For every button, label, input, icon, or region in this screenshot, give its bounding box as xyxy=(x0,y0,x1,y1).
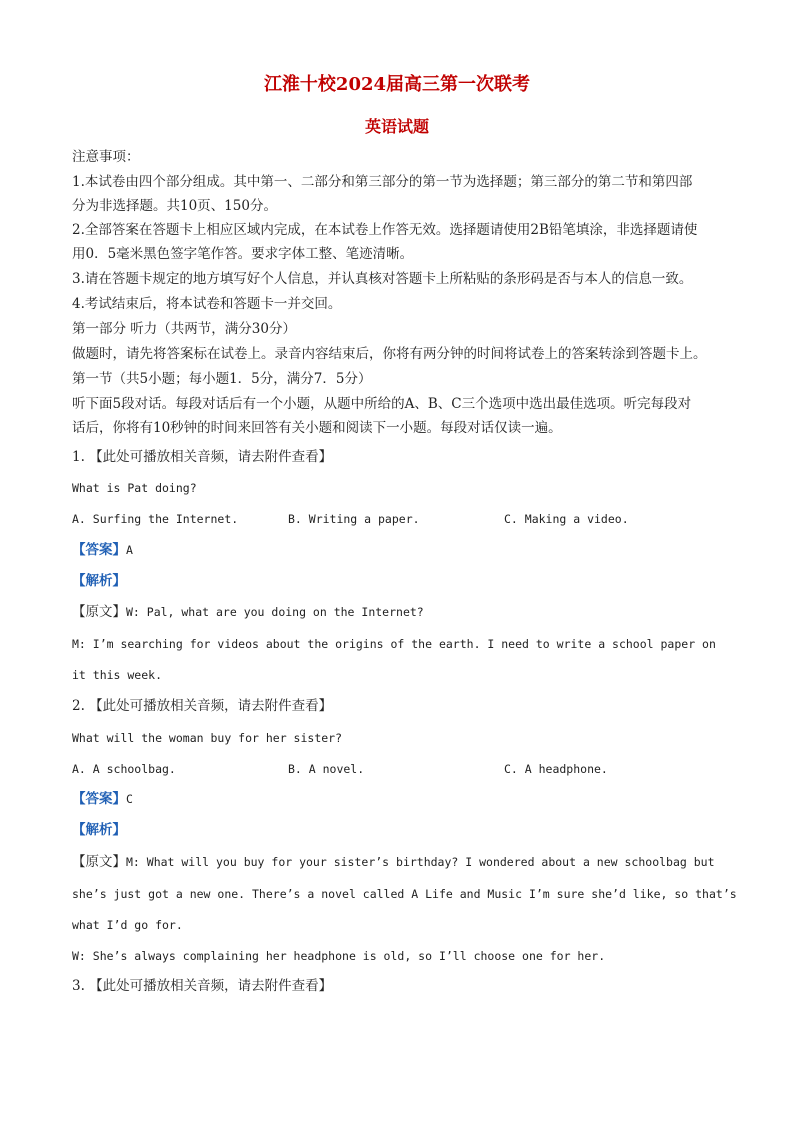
q1-answer: A xyxy=(126,543,133,557)
q3-head: 3. 【此处可播放相关音频，请去附件查看】 xyxy=(72,978,333,994)
script-tag: 【原文】 xyxy=(72,604,126,620)
q2-analysis-line xyxy=(72,821,126,839)
q1-script: M: I’m searching for videos about the origins of the earth. I need to write a school paper on xyxy=(72,637,716,651)
q1-script: it this week. xyxy=(72,668,163,682)
q2-head: 2. 【此处可播放相关音频，请去附件查看】 xyxy=(72,698,333,714)
note-line: 1.本试卷由四个部分组成。其中第一、二部分和第三部分的第一节为选择题；第三部分的第二节和第四部 xyxy=(72,174,693,190)
q2-script: what I’d go for. xyxy=(72,918,183,932)
exam-subtitle: 英语试题 xyxy=(364,117,429,136)
q1-question: What is Pat doing? xyxy=(72,481,197,495)
note-line: 2.全部答案在答题卡上相应区域内完成，在本试卷上作答无效。选择题请使用2B铅笔填涂，非选择题请使 xyxy=(72,222,698,238)
q2-script: she’s just got a new one. There’s a novel called A Life and Music I’m sure she’d like, so that’s xyxy=(72,887,737,901)
exam-title: 江淮十校2024届高三第一次联考 xyxy=(263,74,531,95)
note-line: 分为非选择题。共10页、150分。 xyxy=(72,198,277,214)
q1-option-c: C. Making a video. xyxy=(504,512,629,526)
q2-option-b: B. A novel. xyxy=(288,762,365,776)
q1-script-line xyxy=(72,603,424,621)
q2-question: What will the woman buy for her sister? xyxy=(72,731,343,745)
section1-directions: 话后，你将有10秒钟的时间来回答有关小题和阅读下一小题。每段对话仅读一遍。 xyxy=(72,420,562,436)
q2-option-a: A. A schoolbag. xyxy=(72,762,176,776)
q1-script: W: Pal, what are you doing on the Internet? xyxy=(126,605,424,619)
analysis-tag: 【解析】 xyxy=(72,573,126,589)
script-tag: 【原文】 xyxy=(72,854,126,870)
q2-script: W: She’s always complaining her headphone is old, so I’ll choose one for her. xyxy=(72,949,606,963)
q2-script: M: What will you buy for your sister’s birthday? I wondered about a new schoolbag but xyxy=(126,855,715,869)
answer-tag: 【答案】 xyxy=(72,542,126,558)
q2-option-c: C. A headphone. xyxy=(504,762,608,776)
section1-directions: 听下面5段对话。每段对话后有一个小题，从题中所给的A、B、C三个选项中选出最佳选项。听完每段对 xyxy=(72,396,692,412)
q2-answer: C xyxy=(126,792,133,806)
q1-option-a: A. Surfing the Internet. xyxy=(72,512,239,526)
note-line: 用0．5毫米黑色签字笔作答。要求字体工整、笔迹清晰。 xyxy=(72,246,414,262)
part1-heading: 第一部分 听力（共两节，满分30分） xyxy=(72,321,296,337)
q2-answer-line xyxy=(72,790,133,808)
q2-script-line xyxy=(72,853,715,871)
notes-heading: 注意事项： xyxy=(72,149,140,165)
note-line: 4.考试结束后，将本试卷和答题卡一并交回。 xyxy=(72,296,342,312)
q1-option-b: B. Writing a paper. xyxy=(288,512,420,526)
analysis-tag: 【解析】 xyxy=(72,822,126,838)
part1-instruction: 做题时，请先将答案标在试卷上。录音内容结束后，你将有两分钟的时间将试卷上的答案转涂到答题卡上。 xyxy=(72,346,707,362)
note-line: 3.请在答题卡规定的地方填写好个人信息，并认真核对答题卡上所粘贴的条形码是否与本人的信息一致。 xyxy=(72,271,693,287)
section1-heading: 第一节（共5小题；每小题1．5分，满分7．5分） xyxy=(72,371,372,387)
q1-head: 1. 【此处可播放相关音频，请去附件查看】 xyxy=(72,449,333,465)
q1-analysis-line xyxy=(72,572,126,590)
q1-answer-line xyxy=(72,541,133,559)
answer-tag: 【答案】 xyxy=(72,791,126,807)
